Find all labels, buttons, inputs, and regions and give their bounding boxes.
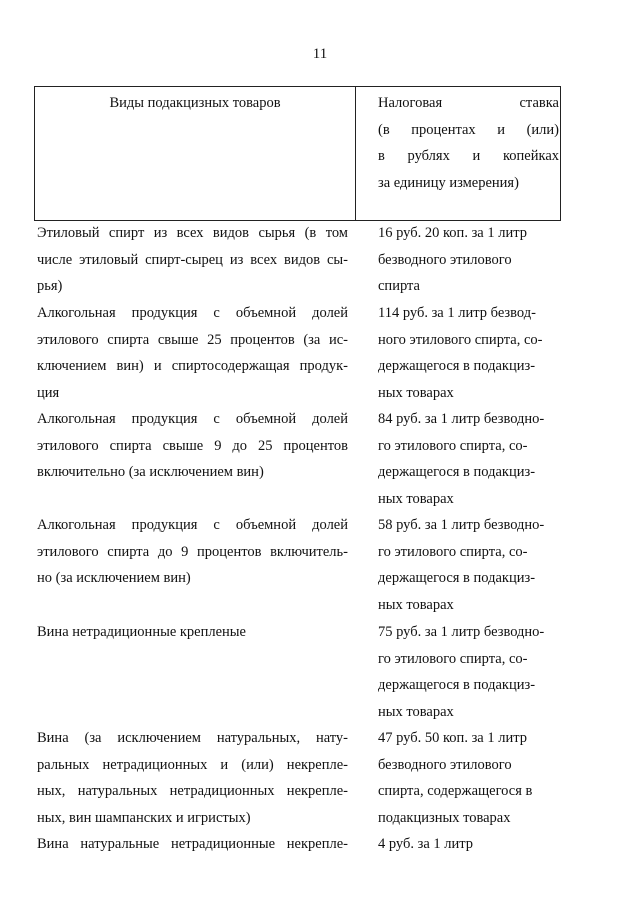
goods-line: ных, вин шампанских и игристых): [37, 809, 251, 826]
header-tax-rate-line: в рублях и копейках: [378, 148, 559, 164]
goods-line: Вина (за исключением натуральных, нату-: [37, 730, 348, 746]
rate-line: 84 руб. за 1 литр безводно-: [378, 411, 545, 427]
goods-cell: [37, 831, 348, 858]
header-tax-rate-line: Налоговая ставка: [378, 95, 559, 111]
goods-line: ция: [37, 384, 60, 401]
goods-cell: [37, 725, 348, 831]
rate-line: 58 руб. за 1 литр безводно-: [378, 517, 545, 533]
goods-cell: [37, 220, 348, 300]
goods-line: но (за исключением вин): [37, 570, 191, 586]
goods-line: Вина натуральные нетрадиционные некрепле-: [37, 836, 348, 852]
rate-line: ных товарах: [378, 596, 454, 613]
rate-line: го этилового спирта, со-: [378, 650, 528, 667]
header-tax-rate: [378, 90, 559, 196]
rate-line: спирта: [378, 278, 420, 294]
goods-line: этилового спирта свыше 9 до 25 процентов: [37, 437, 348, 454]
goods-line: Этиловый спирт из всех видов сырья (в том: [37, 225, 348, 241]
rate-line: ных товарах: [378, 703, 454, 720]
goods-line: ных, натуральных нетрадиционных некрепле-: [37, 783, 348, 799]
header-tax-rate-line: (в процентах и (или): [378, 121, 559, 138]
goods-cell: [37, 406, 348, 486]
rate-line: держащегося в подакциз-: [378, 358, 536, 374]
goods-cell: [37, 512, 348, 592]
goods-line: этилового спирта до 9 процентов включитель-: [37, 543, 348, 560]
rate-line: 16 руб. 20 коп. за 1 литр: [378, 225, 527, 241]
goods-line: Алкогольная продукция с объемной долей: [37, 517, 348, 533]
goods-line: рья): [37, 278, 63, 294]
column-divider: [355, 87, 356, 220]
goods-line: Алкогольная продукция с объемной долей: [37, 411, 348, 427]
rate-line: 4 руб. за 1 литр: [378, 836, 474, 852]
rate-line: ного этилового спирта, со-: [378, 331, 543, 348]
goods-line: числе этиловый спирт-сырец из всех видов сы-: [37, 251, 348, 268]
goods-line: Алкогольная продукция с объемной долей: [37, 305, 348, 321]
goods-cell: [37, 300, 348, 406]
goods-cell: [37, 619, 348, 646]
rate-line: 75 руб. за 1 литр безводно-: [378, 624, 545, 640]
rate-line: 114 руб. за 1 литр безвод-: [378, 305, 536, 321]
goods-line: ральных нетрадиционных и (или) некрепле-: [37, 756, 348, 773]
page-number: 11: [312, 46, 328, 62]
rate-line: 47 руб. 50 коп. за 1 литр: [378, 730, 527, 746]
header-tax-rate-line: за единицу измерения): [378, 174, 519, 191]
rate-line: держащегося в подакциз-: [378, 677, 536, 693]
goods-line: этилового спирта свыше 25 процентов (за ис-: [37, 331, 348, 348]
rate-line: го этилового спирта, со-: [378, 543, 528, 560]
rate-cell: [378, 220, 559, 300]
rate-line: спирта, содержащегося в: [378, 783, 533, 799]
goods-line: включительно (за исключением вин): [37, 464, 264, 480]
rate-line: держащегося в подакциз-: [378, 464, 536, 480]
goods-line: Вина нетрадиционные крепленые: [37, 624, 246, 640]
rate-line: го этилового спирта, со-: [378, 437, 528, 454]
goods-line: ключением вин) и спиртосодержащая продук-: [37, 358, 348, 374]
rate-line: безводного этилового: [378, 251, 512, 268]
rate-cell: [378, 619, 559, 725]
rate-line: ных товарах: [378, 384, 454, 401]
rate-cell: [378, 831, 559, 858]
rate-line: ных товарах: [378, 490, 454, 507]
rate-line: подакцизных товарах: [378, 809, 511, 826]
rate-cell: [378, 512, 559, 618]
rate-cell: [378, 406, 559, 512]
table-header: [34, 86, 561, 221]
rate-cell: [378, 300, 559, 406]
rate-line: держащегося в подакциз-: [378, 570, 536, 586]
header-goods-type: Виды подакцизных товаров: [109, 95, 281, 111]
rate-line: безводного этилового: [378, 756, 512, 773]
rate-cell: [378, 725, 559, 831]
